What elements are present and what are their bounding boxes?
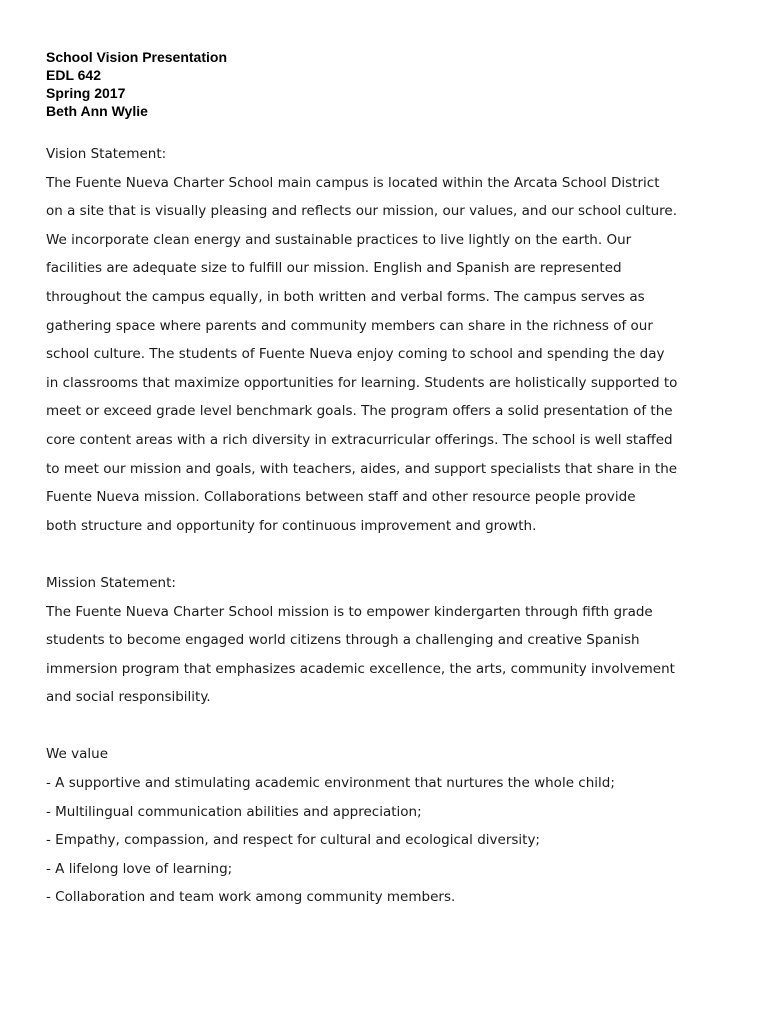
values-list-item: - Multilingual communication abilities and appreciation; [46, 803, 422, 820]
values-list-item: - Empathy, compassion, and respect for cultural and ecological diversity; [46, 832, 540, 849]
vision-line: The Fuente Nueva Charter School main campus is located within the Arcata School District [46, 174, 660, 191]
vision-line: facilities are adequate size to fulfill our mission. English and Spanish are represented [46, 260, 622, 277]
vision-statement-label: Vision Statement: [46, 146, 167, 162]
values-list-item: - Collaboration and team work among community members. [46, 889, 456, 906]
vision-line: to meet our mission and goals, with teachers, aides, and support specialists that share in the [46, 460, 678, 477]
vision-line: both structure and opportunity for continuous improvement and growth. [46, 517, 537, 534]
document-title: School Vision Presentation [46, 49, 228, 65]
values-list [46, 769, 736, 912]
author-name: Beth Ann Wylie [46, 103, 148, 119]
section-spacer [46, 540, 736, 569]
vision-line: on a site that is visually pleasing and reflects our mission, our values, and our school culture. [46, 203, 677, 220]
mission-line: and social responsibility. [46, 689, 211, 706]
vision-line: throughout the campus equally, in both written and verbal forms. The campus serves as [46, 288, 645, 305]
mission-line: students to become engaged world citizens through a challenging and creative Spanish [46, 632, 640, 649]
values-label: We value [46, 746, 109, 763]
document-header [46, 48, 736, 120]
values-list-item: - A supportive and stimulating academic environment that nurtures the whole child; [46, 775, 615, 792]
values-list-item: - A lifelong love of learning; [46, 860, 233, 877]
mission-statement-label: Mission Statement: [46, 574, 176, 591]
mission-statement-paragraph [46, 598, 736, 712]
vision-line: We incorporate clean energy and sustainable practices to live lightly on the earth. Our [46, 231, 632, 248]
vision-statement-paragraph [46, 169, 736, 541]
vision-line: gathering space where parents and community members can share in the richness of our [46, 317, 653, 334]
mission-line: immersion program that emphasizes academic excellence, the arts, community involvement [46, 660, 675, 677]
section-spacer [46, 712, 736, 741]
vision-line: Fuente Nueva mission. Collaborations between staff and other resource people provide [46, 489, 636, 506]
vision-line: core content areas with a rich diversity in extracurricular offerings. The school is well staffed [46, 431, 673, 448]
course-code: EDL 642 [46, 67, 101, 83]
mission-line: The Fuente Nueva Charter School mission is to empower kindergarten through fifth grade [46, 603, 653, 620]
document-page [46, 48, 736, 912]
vision-line: in classrooms that maximize opportunities for learning. Students are holistically supported to [46, 374, 678, 391]
vision-line: school culture. The students of Fuente Nueva enjoy coming to school and spending the day [46, 346, 665, 363]
term: Spring 2017 [46, 85, 126, 101]
vision-line: meet or exceed grade level benchmark goals. The program offers a solid presentation of the [46, 403, 673, 420]
